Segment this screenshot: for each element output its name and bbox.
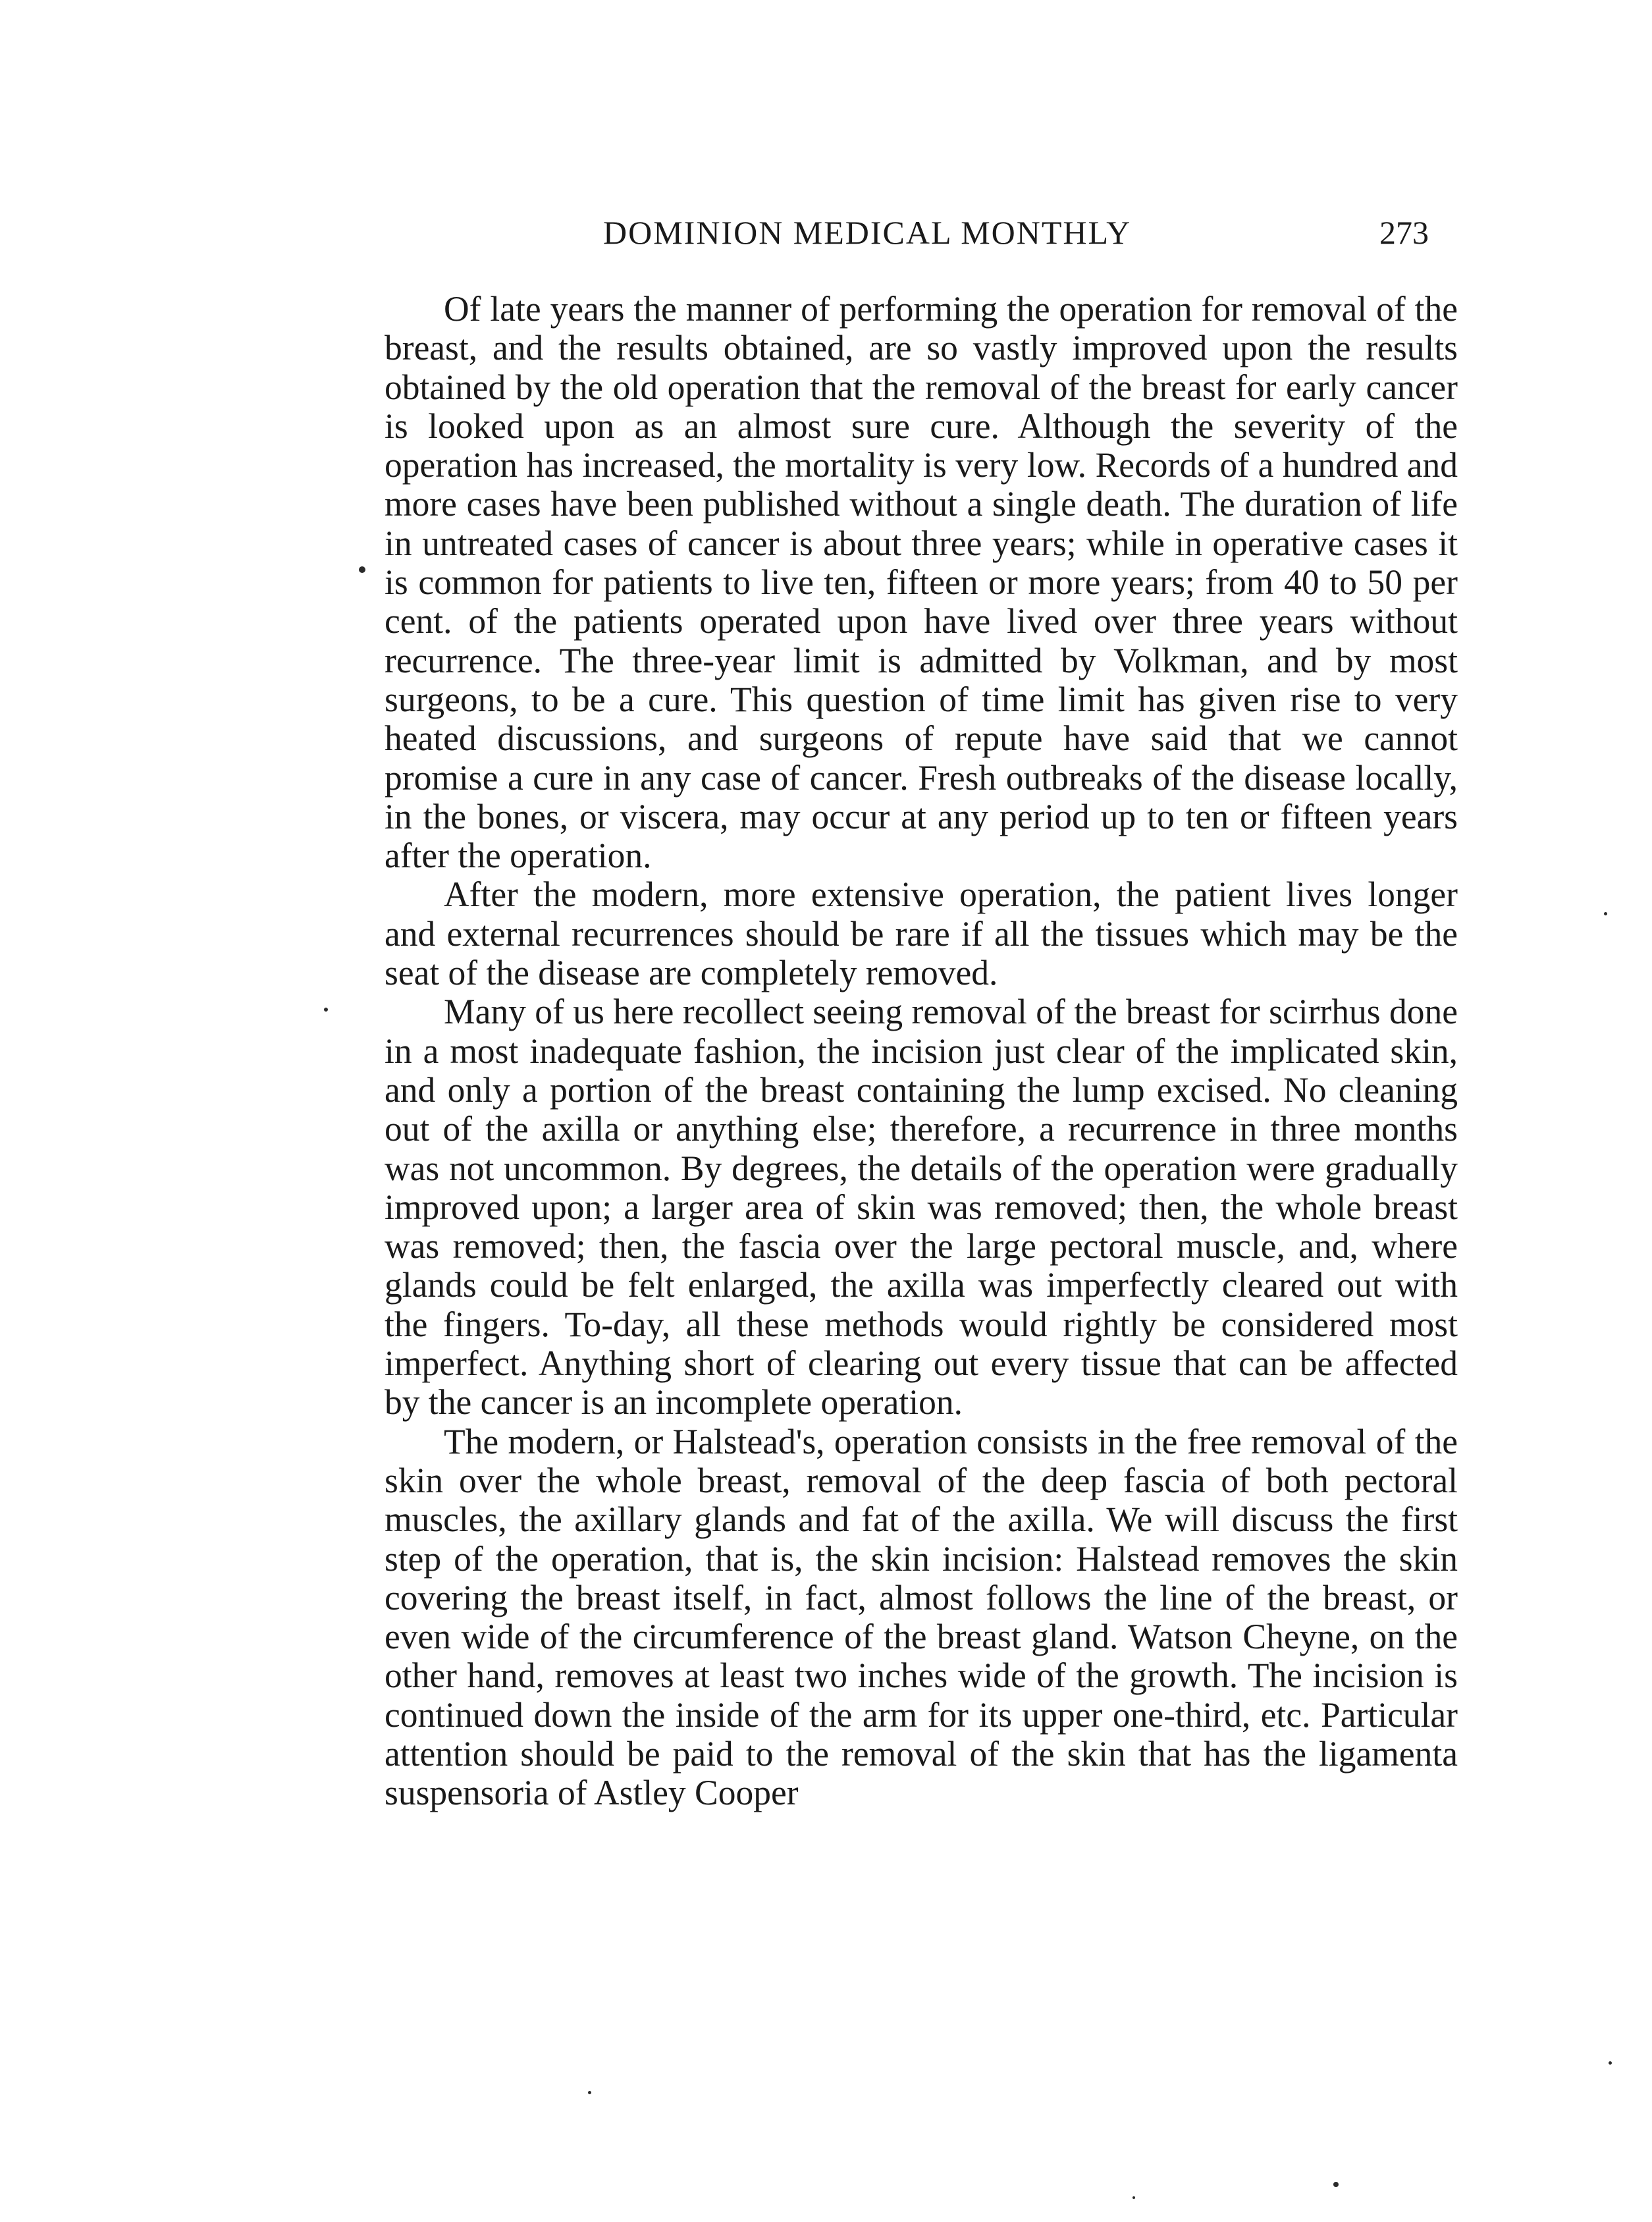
- scan-speck: [1609, 2061, 1612, 2065]
- scan-speck: [1604, 912, 1607, 915]
- scan-speck: [1333, 2182, 1339, 2187]
- page-number: 273: [1379, 214, 1429, 251]
- scan-speck: [1132, 2196, 1135, 2199]
- journal-title: DOMINION MEDICAL MONTHLY: [603, 214, 1132, 251]
- body-text: [385, 290, 1458, 1813]
- paragraph-4: The modern, or Halstead's, operation consists in the free removal of the skin over the whole breast, removal of the deep fascia of both pectoral muscles, the axillary glands and fat of the axilla. We will discuss the first step of the operation, that is, the skin incision: Halstead removes the skin covering the breast itself, in fact, almost follows the line of the breast, or even wide of the circumference of the breast gland. Watson Cheyne, on the other hand, removes at least two inches wide of the growth. The incision is continued down the inside of the arm for its upper one-third, etc. Particular attention should be paid to the removal of the skin that has the ligamenta suspensoria of Astley Cooper: [385, 1421, 1458, 1813]
- paragraph-3: Many of us here recollect seeing removal of the breast for scirrhus done in a most inadequate fashion, the incision just clear of the implicated skin, and only a portion of the breast containing the lump excised. No cleaning out of the axilla or anything else; therefore, a recurrence in three months was not uncommon. By degrees, the details of the operation were gradually improved upon; a larger area of skin was removed; then, the whole breast was removed; then, the fascia over the large pectoral muscle, and, where glands could be felt enlarged, the axilla was imperfectly cleared out with the fingers. To-day, all these methods would rightly be considered most imperfect. Anything short of clearing out every tissue that can be affected by the cancer is an incomplete operation.: [385, 992, 1458, 1423]
- scan-speck: [588, 2091, 591, 2094]
- paragraph-1: Of late years the manner of performing the operation for removal of the breast, and the results obtained, are so vastly improved upon the results obtained by the old operation that the removal of the breast for early cancer is looked upon as an almost sure cure. Although the severity of the operation has increased, the mortality is very low. Records of a hundred and more cases have been published without a single death. The duration of life in untreated cases of cancer is about three years; while in operative cases it is common for patients to live ten, fifteen or more years; from 40 to 50 per cent. of the patients operated upon have lived over three years without recurrence. The three-year limit is admitted by Volkman, and by most surgeons, to be a cure. This question of time limit has given rise to very heated discussions, and surgeons of repute have said that we cannot promise a cure in any case of cancer. Fresh outbreaks of the disease locally, in the bones, or viscera, may occur at any period up to ten or fifteen years after the operation.: [385, 289, 1458, 876]
- scan-speck: [324, 1008, 328, 1012]
- scan-speck: [359, 566, 365, 573]
- paragraph-2: After the modern, more extensive operation, the patient lives longer and external recurrences should be rare if all the tissues which may be the seat of the disease are completely removed.: [385, 875, 1458, 993]
- running-head: [603, 209, 1429, 256]
